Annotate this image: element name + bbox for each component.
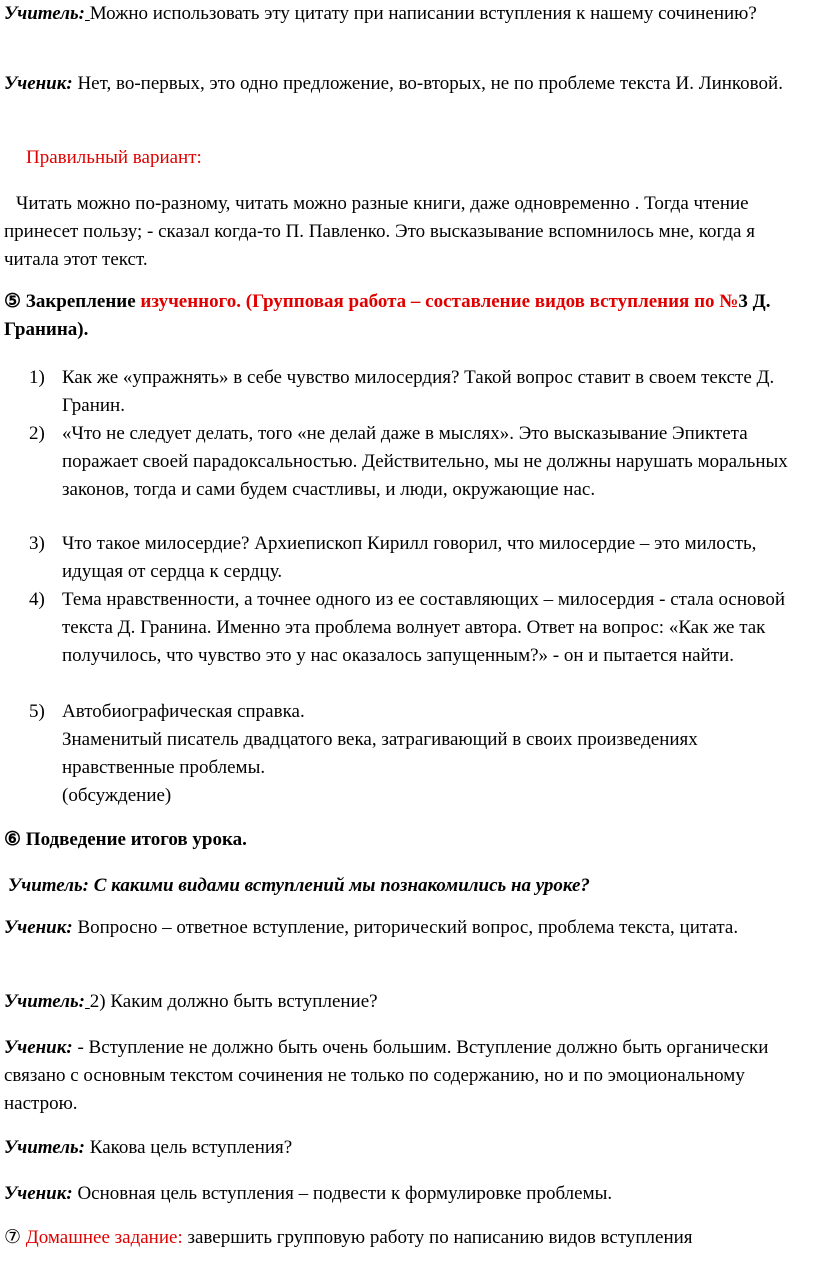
student-answer-3: Ученик: Основная цель вступления – подвести к формулировке проблемы. [4, 1183, 613, 1204]
list-item: Что такое милосердие? Архиепископ Кирилл говорил, что милосердие – это милость, идущая от сердца к сердцу. [62, 533, 757, 582]
list-number: 2) [29, 423, 45, 444]
list-number: 1) [29, 367, 45, 388]
role-teacher: Учитель: [4, 1137, 86, 1158]
circled-5-icon: ⑤ [4, 291, 22, 312]
role-student: Ученик: [4, 73, 73, 94]
role-teacher: Учитель: [4, 991, 86, 1012]
teacher-question-2: Учитель: 2) Каким должно быть вступление? [4, 991, 378, 1012]
list-item: Автобиографическая справка. Знаменитый писатель двадцатого века, затрагивающий в своих произведениях нравственные проблемы. (обсуждение) [62, 701, 698, 806]
correct-variant-text: Читать можно по-разному, читать можно разные книги, даже одновременно . Тогда чтение принесет пользу; - сказал когда-то П. Павленко. Это высказывание вспомнилось мне, когда я читала этот текст. [4, 193, 755, 270]
section-7-homework [4, 1224, 804, 1252]
role-teacher: Учитель: [4, 3, 86, 24]
list-number: 5) [29, 701, 45, 722]
student-answer-1: Ученик: Вопросно – ответное вступление, риторический вопрос, проблема текста, цитата. [4, 917, 739, 938]
list-item: Тема нравственности, а точнее одного из ее составляющих – милосердия - стала основой текста Д. Гранина. Именно эта проблема волнует автора. Ответ на вопрос: «Как же так получилось, что чувство это у нас оказалось запущенным?» - он и пытается найти. [62, 589, 786, 666]
list-item: Как же «упражнять» в себе чувство милосердия? Такой вопрос ставит в своем тексте Д. Гранин. [62, 367, 775, 416]
dialogue-teacher-1 [4, 0, 804, 28]
student-answer-2: Ученик: - Вступление не должно быть очень большим. Вступление должно быть органически связано с основным текстом сочинения не только по содержанию, но и по эмоциональному настрою. [4, 1037, 769, 1114]
dialogue-text: Нет, во-первых, это одно предложение, во-вторых, не по проблеме текста И. Линковой. [72, 73, 783, 94]
homework-label: Домашнее задание: [25, 1227, 183, 1248]
teacher-question-3: Учитель: Какова цель вступления? [4, 1137, 293, 1158]
homework-text: завершить групповую работу по написанию видов вступления [182, 1227, 693, 1248]
circled-7-icon: ⑦ [4, 1227, 22, 1248]
circled-6-icon: ⑥ [4, 829, 22, 850]
dialogue-student-1 [4, 70, 804, 98]
role-student: Ученик: [4, 1037, 73, 1058]
teacher-question-1: Учитель: С какими видами вступлений мы познакомились на уроке? [8, 875, 590, 896]
section-5-heading: ⑤ Закрепление изученного. (Групповая работа – составление видов вступления по №3 Д. Гранина). [4, 291, 771, 340]
list-number: 3) [29, 533, 45, 554]
role-student: Ученик: [4, 1183, 73, 1204]
section-6-heading: ⑥ Подведение итогов урока. [4, 829, 247, 850]
dialogue-text: Можно использовать эту цитату при написании вступления к нашему сочинению? [89, 3, 757, 24]
role-student: Ученик: [4, 917, 73, 938]
list-item: «Что не следует делать, того «не делай даже в мыслях». Это высказывание Эпиктета поражает своей парадоксальностью. Действительно, мы не должны нарушать моральных законов, тогда и сами будем счастливы, и люди, окружающие нас. [62, 423, 788, 500]
correct-variant-label: Правильный вариант: [26, 147, 202, 168]
list-number: 4) [29, 589, 45, 610]
